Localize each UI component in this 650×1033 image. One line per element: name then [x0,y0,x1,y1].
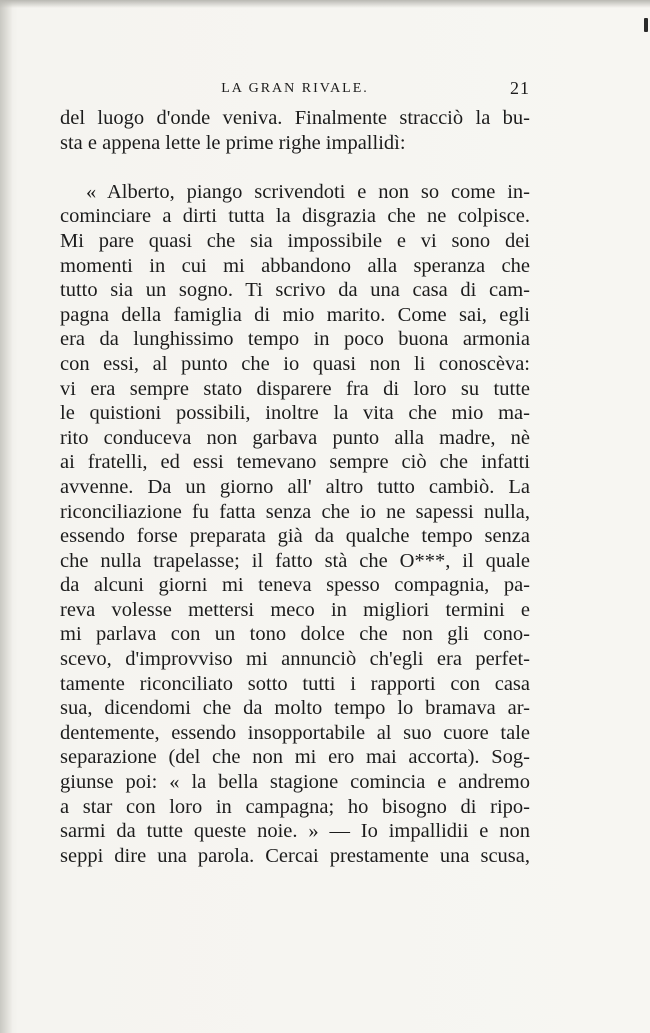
text-line: sua, dicendomi che da molto tempo lo bramava ar- [60,697,530,720]
text-line: tutto sia un sogno. Ti scrivo da una casa di cam- [60,279,530,302]
text-line: le quistioni possibili, inoltre la vita che mio ma- [60,402,530,425]
text-line: che nulla trapelasse; il fatto stà che O***, il quale [60,549,530,572]
text-line: sta e appena lette le prime righe impallidì: [60,131,406,154]
text-line: sarmi da tutte queste noie. » — Io impallidii e non [60,820,530,843]
scan-edge-mark [644,18,648,32]
page-binding-shadow [0,0,12,1033]
text-line: separazione (del che non mi ero mai accorta). Sog- [60,746,530,769]
page-number: 21 [510,78,530,98]
text-line: rito conduceva non garbava punto alla madre, nè [60,426,530,449]
text-line: vi era sempre stato disparere fra di loro su tutte [60,377,530,400]
page-header [60,78,530,104]
text-line: « Alberto, piango scrivendoti e non so come in- [86,180,530,203]
text-line: essendo forse preparata già da qualche tempo senza [60,525,530,548]
text-line: era da lunghissimo tempo in poco buona armonia [60,328,530,351]
text-line: Mi pare quasi che sia impossibile e vi sono dei [60,229,530,252]
text-line: reva volesse mettersi meco in migliori termini e [60,598,530,621]
text-line: seppi dire una parola. Cercai prestamente una scusa, [60,844,530,867]
text-line: ai fratelli, ed essi temevano sempre ciò che infatti [60,451,530,474]
text-line: a star con loro in campagna; ho bisogno di ripo- [60,795,530,818]
text-line: del luogo d'onde veniva. Finalmente stracciò la bu- [60,107,530,129]
text-line: da alcuni giorni mi teneva spesso compagnia, pa- [60,574,530,597]
paragraph-gap [60,155,530,180]
text-line: pagna della famiglia di mio marito. Come sai, egli [60,303,530,326]
text-line: cominciare a dirti tutta la disgrazia che ne colpisce. [60,205,530,228]
text-line: mi parlava con un tono dolce che non gli cono- [60,623,530,646]
body-text [60,106,530,868]
text-line: avvenne. Da un giorno all' altro tutto cambiò. La [60,475,530,498]
page-top-edge [0,0,650,8]
text-line: riconciliazione fu fatta senza che io ne sapessi nulla, [60,500,530,523]
text-line: con essi, al punto che io quasi non li conoscèva: [60,352,530,375]
text-line: tamente riconciliato sotto tutti i rapporti con casa [60,672,530,695]
running-head: LA GRAN RIVALE. [221,81,369,96]
text-line: momenti in cui mi abbandono alla speranza che [60,254,530,277]
text-line: giunse poi: « la bella stagione comincia e andremo [60,771,530,794]
text-line: dentemente, essendo insopportabile al suo cuore tale [60,721,530,744]
text-line: scevo, d'improvviso mi annunciò ch'egli era perfet- [60,648,530,671]
